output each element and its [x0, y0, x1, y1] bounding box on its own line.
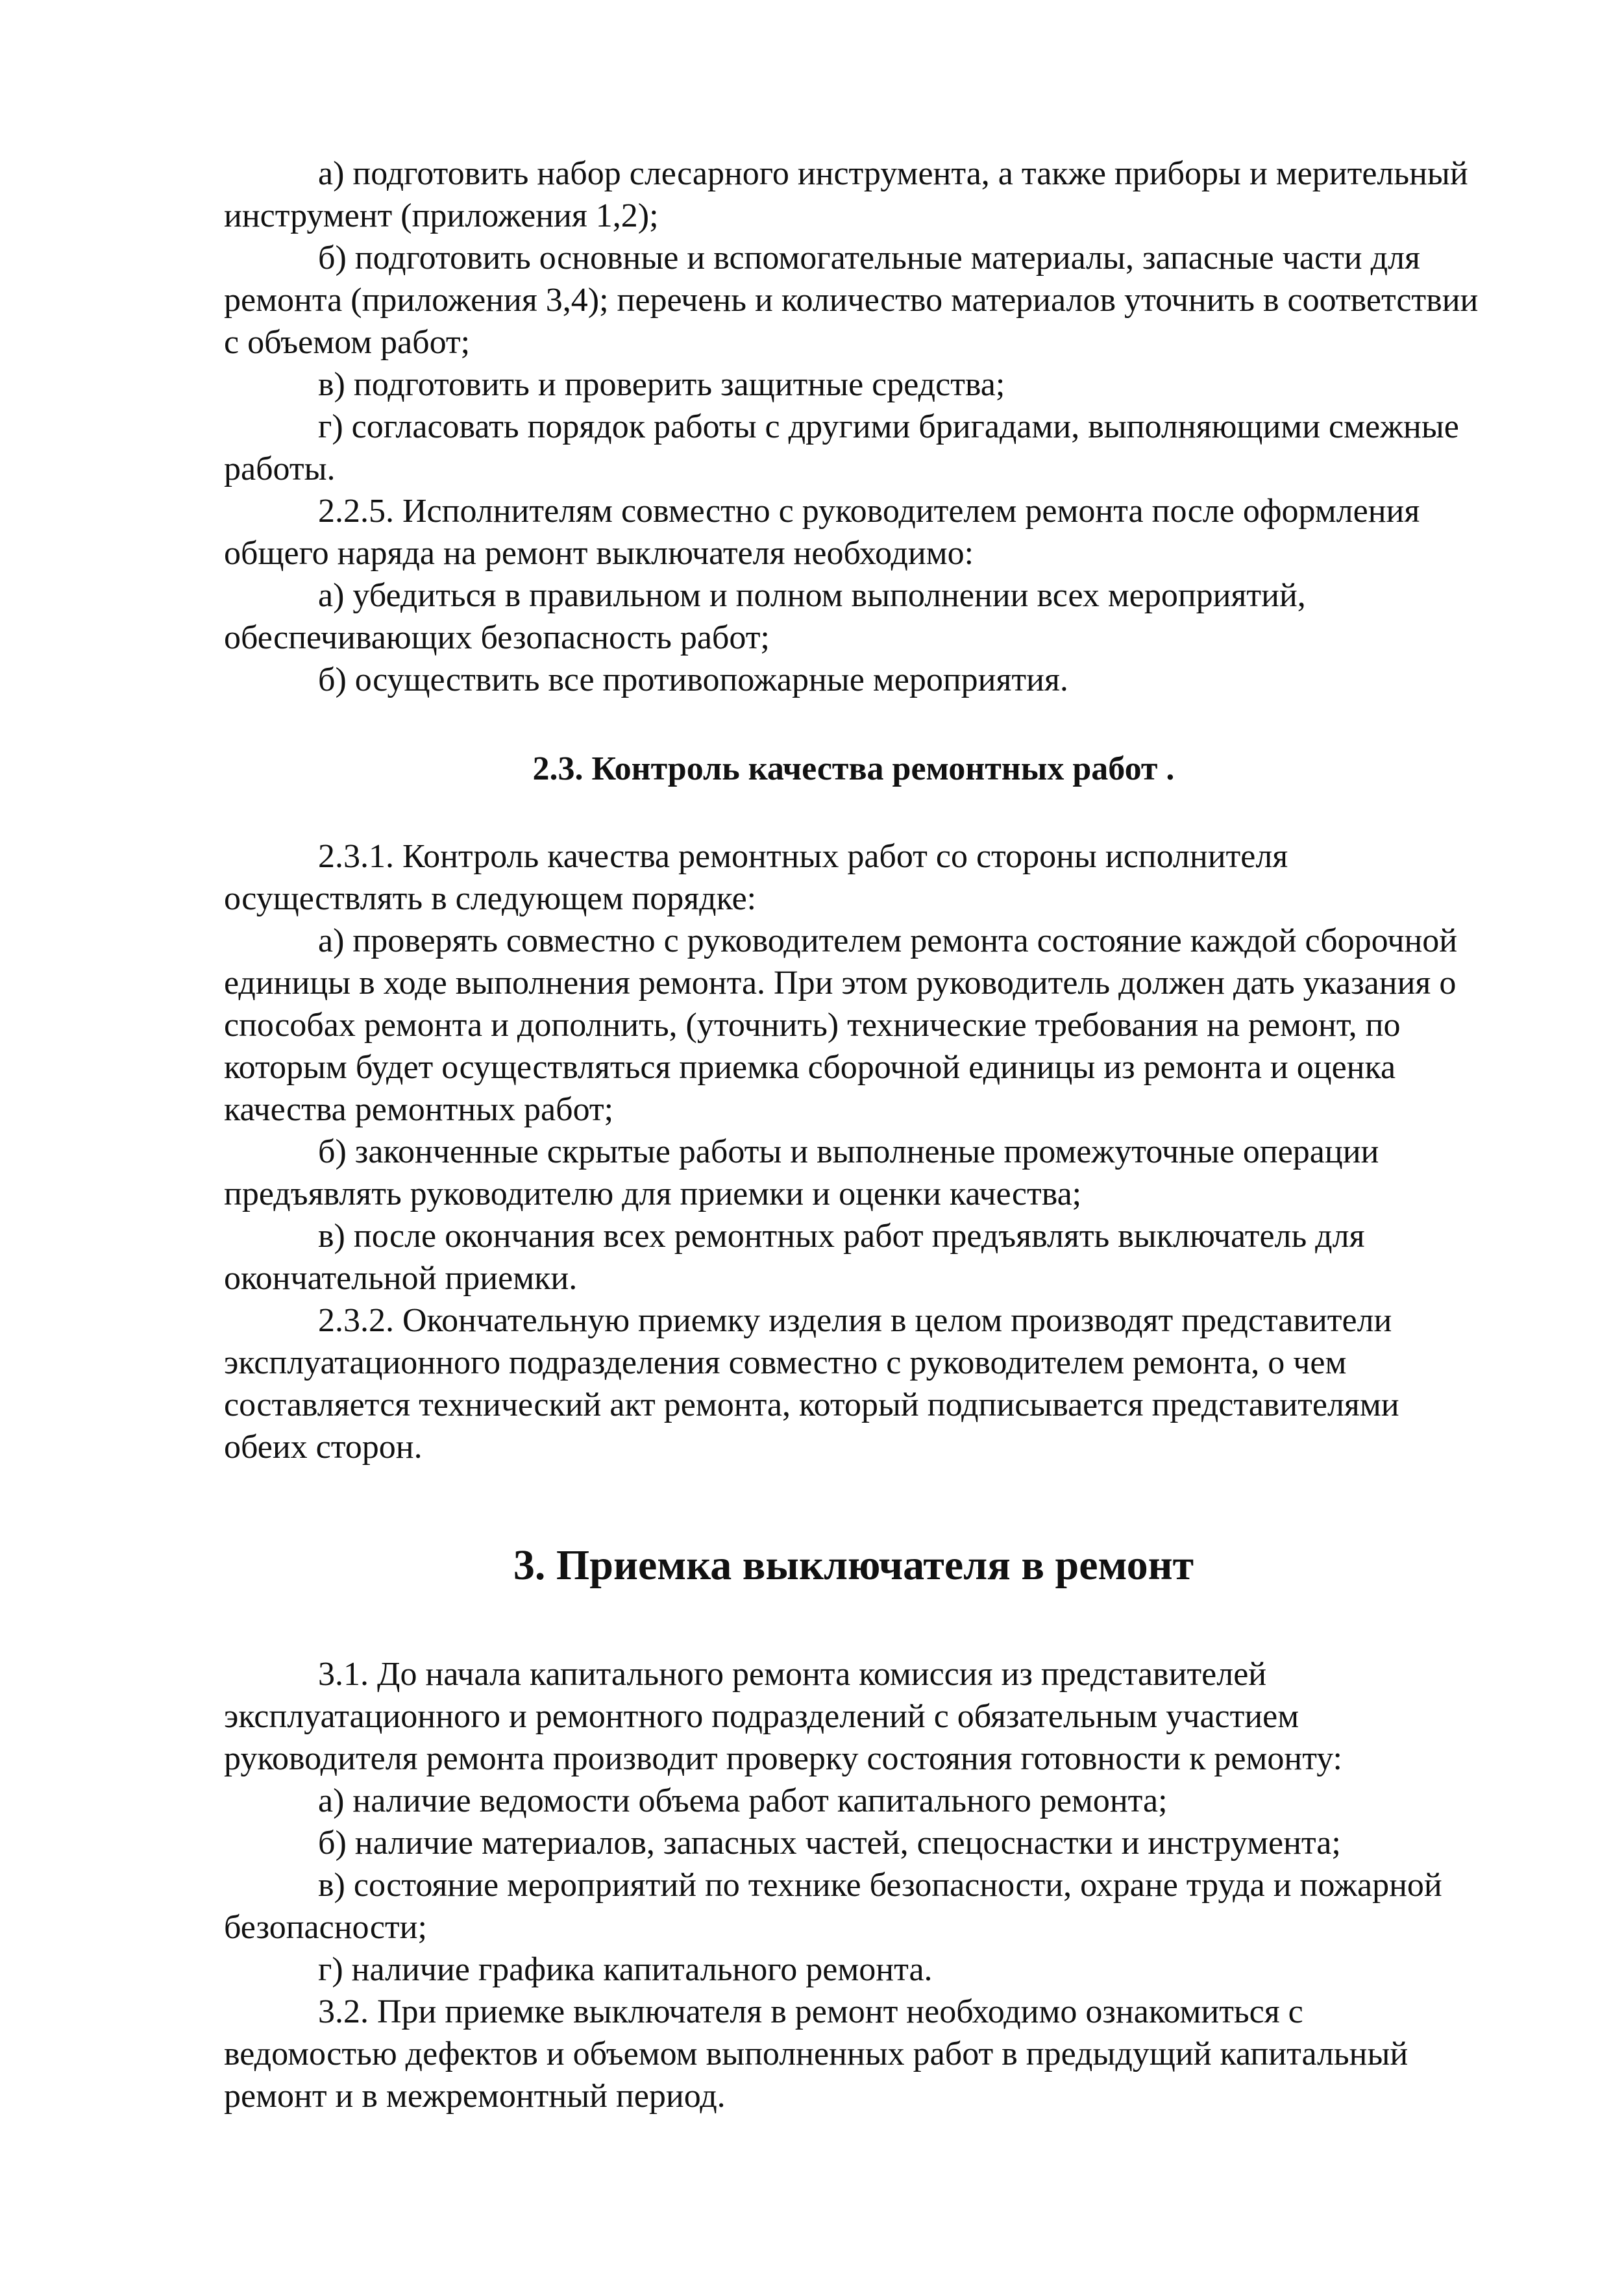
paragraph-2-3-1: 2.3.1. Контроль качества ремонтных работ со стороны исполнителя осуществлять в следующем порядке: — [224, 838, 1288, 917]
paragraph-2-2-b: б) подготовить основные и вспомогательные материалы, запасные части для ремонта (приложения 3,4); перечень и количество материалов уточнить в соответствии с объемом работ; — [224, 240, 1479, 361]
paragraph-3-1-b: б) наличие материалов, запасных частей, спецоснастки и инструмента; — [318, 1825, 1341, 1862]
paragraph-3-2: 3.2. При приемке выключателя в ремонт необходимо ознакомиться с ведомостью дефектов и объемом выполненных работ в предыдущий капитальный ремонт и в межремонтный период. — [224, 1993, 1409, 2115]
section-2-2-body — [224, 153, 1483, 701]
paragraph-2-2-a: а) подготовить набор слесарного инструмента, а также приборы и мерительный инструмент (приложения 1,2); — [224, 155, 1468, 234]
paragraph-3-1: 3.1. До начала капитального ремонта комиссия из представителей эксплуатационного и ремонтного подразделений с обязательным участием руководителя ремонта производит проверку состояния готовности к ремонту: — [224, 1656, 1343, 1777]
paragraph-2-2-5: 2.2.5. Исполнителям совместно с руководителем ремонта после оформления общего наряда на ремонт выключателя необходимо: — [224, 493, 1420, 572]
paragraph-3-1-v: в) состояние мероприятий по технике безопасности, охране труда и пожарной безопасности; — [224, 1867, 1442, 1946]
paragraph-2-3-1-v: в) после окончания всех ремонтных работ предъявлять выключатель для окончательной приемки. — [224, 1218, 1365, 1297]
section-3-heading-wrap — [224, 1540, 1483, 1592]
paragraph-2-2-g: г) согласовать порядок работы с другими бригадами, выполняющими смежные работы. — [224, 408, 1459, 487]
section-2-3-heading: 2.3. Контроль качества ремонтных работ . — [532, 750, 1175, 787]
section-2-3-heading-wrap — [224, 748, 1483, 790]
paragraph-3-1-a: а) наличие ведомости объема работ капитального ремонта; — [318, 1782, 1168, 1819]
paragraph-2-2-v: в) подготовить и проверить защитные средства; — [318, 366, 1005, 403]
paragraph-2-3-2: 2.3.2. Окончательную приемку изделия в целом производят представители эксплуатационного подразделения совместно с руководителем ремонта, о чем составляется технический акт ремонта, который подписывается представителями обеих сторон. — [224, 1302, 1399, 1466]
paragraph-3-1-g: г) наличие графика капитального ремонта. — [318, 1951, 933, 1988]
paragraph-2-2-5-b: б) осуществить все противопожарные мероприятия. — [318, 661, 1068, 698]
section-3-body — [224, 1653, 1483, 2117]
section-2-3-body — [224, 835, 1483, 1468]
paragraph-2-2-5-a: а) убедиться в правильном и полном выполнении всех мероприятий, обеспечивающих безопасность работ; — [224, 577, 1306, 656]
paragraph-2-3-1-b: б) законченные скрытые работы и выполненые промежуточные операции предъявлять руководителю для приемки и оценки качества; — [224, 1133, 1379, 1212]
paragraph-2-3-1-a: а) проверять совместно с руководителем ремонта состояние каждой сборочной единицы в ходе выполнения ремонта. При этом руководитель должен дать указания о способах ремонта и дополнить, (уточнить) технические требования на ремонт, по которым будет осуществляться приемка сборочной единицы из ремонта и оценка качества ремонтных работ; — [224, 922, 1458, 1128]
section-3-heading: 3. Приемка выключателя в ремонт — [513, 1542, 1194, 1589]
